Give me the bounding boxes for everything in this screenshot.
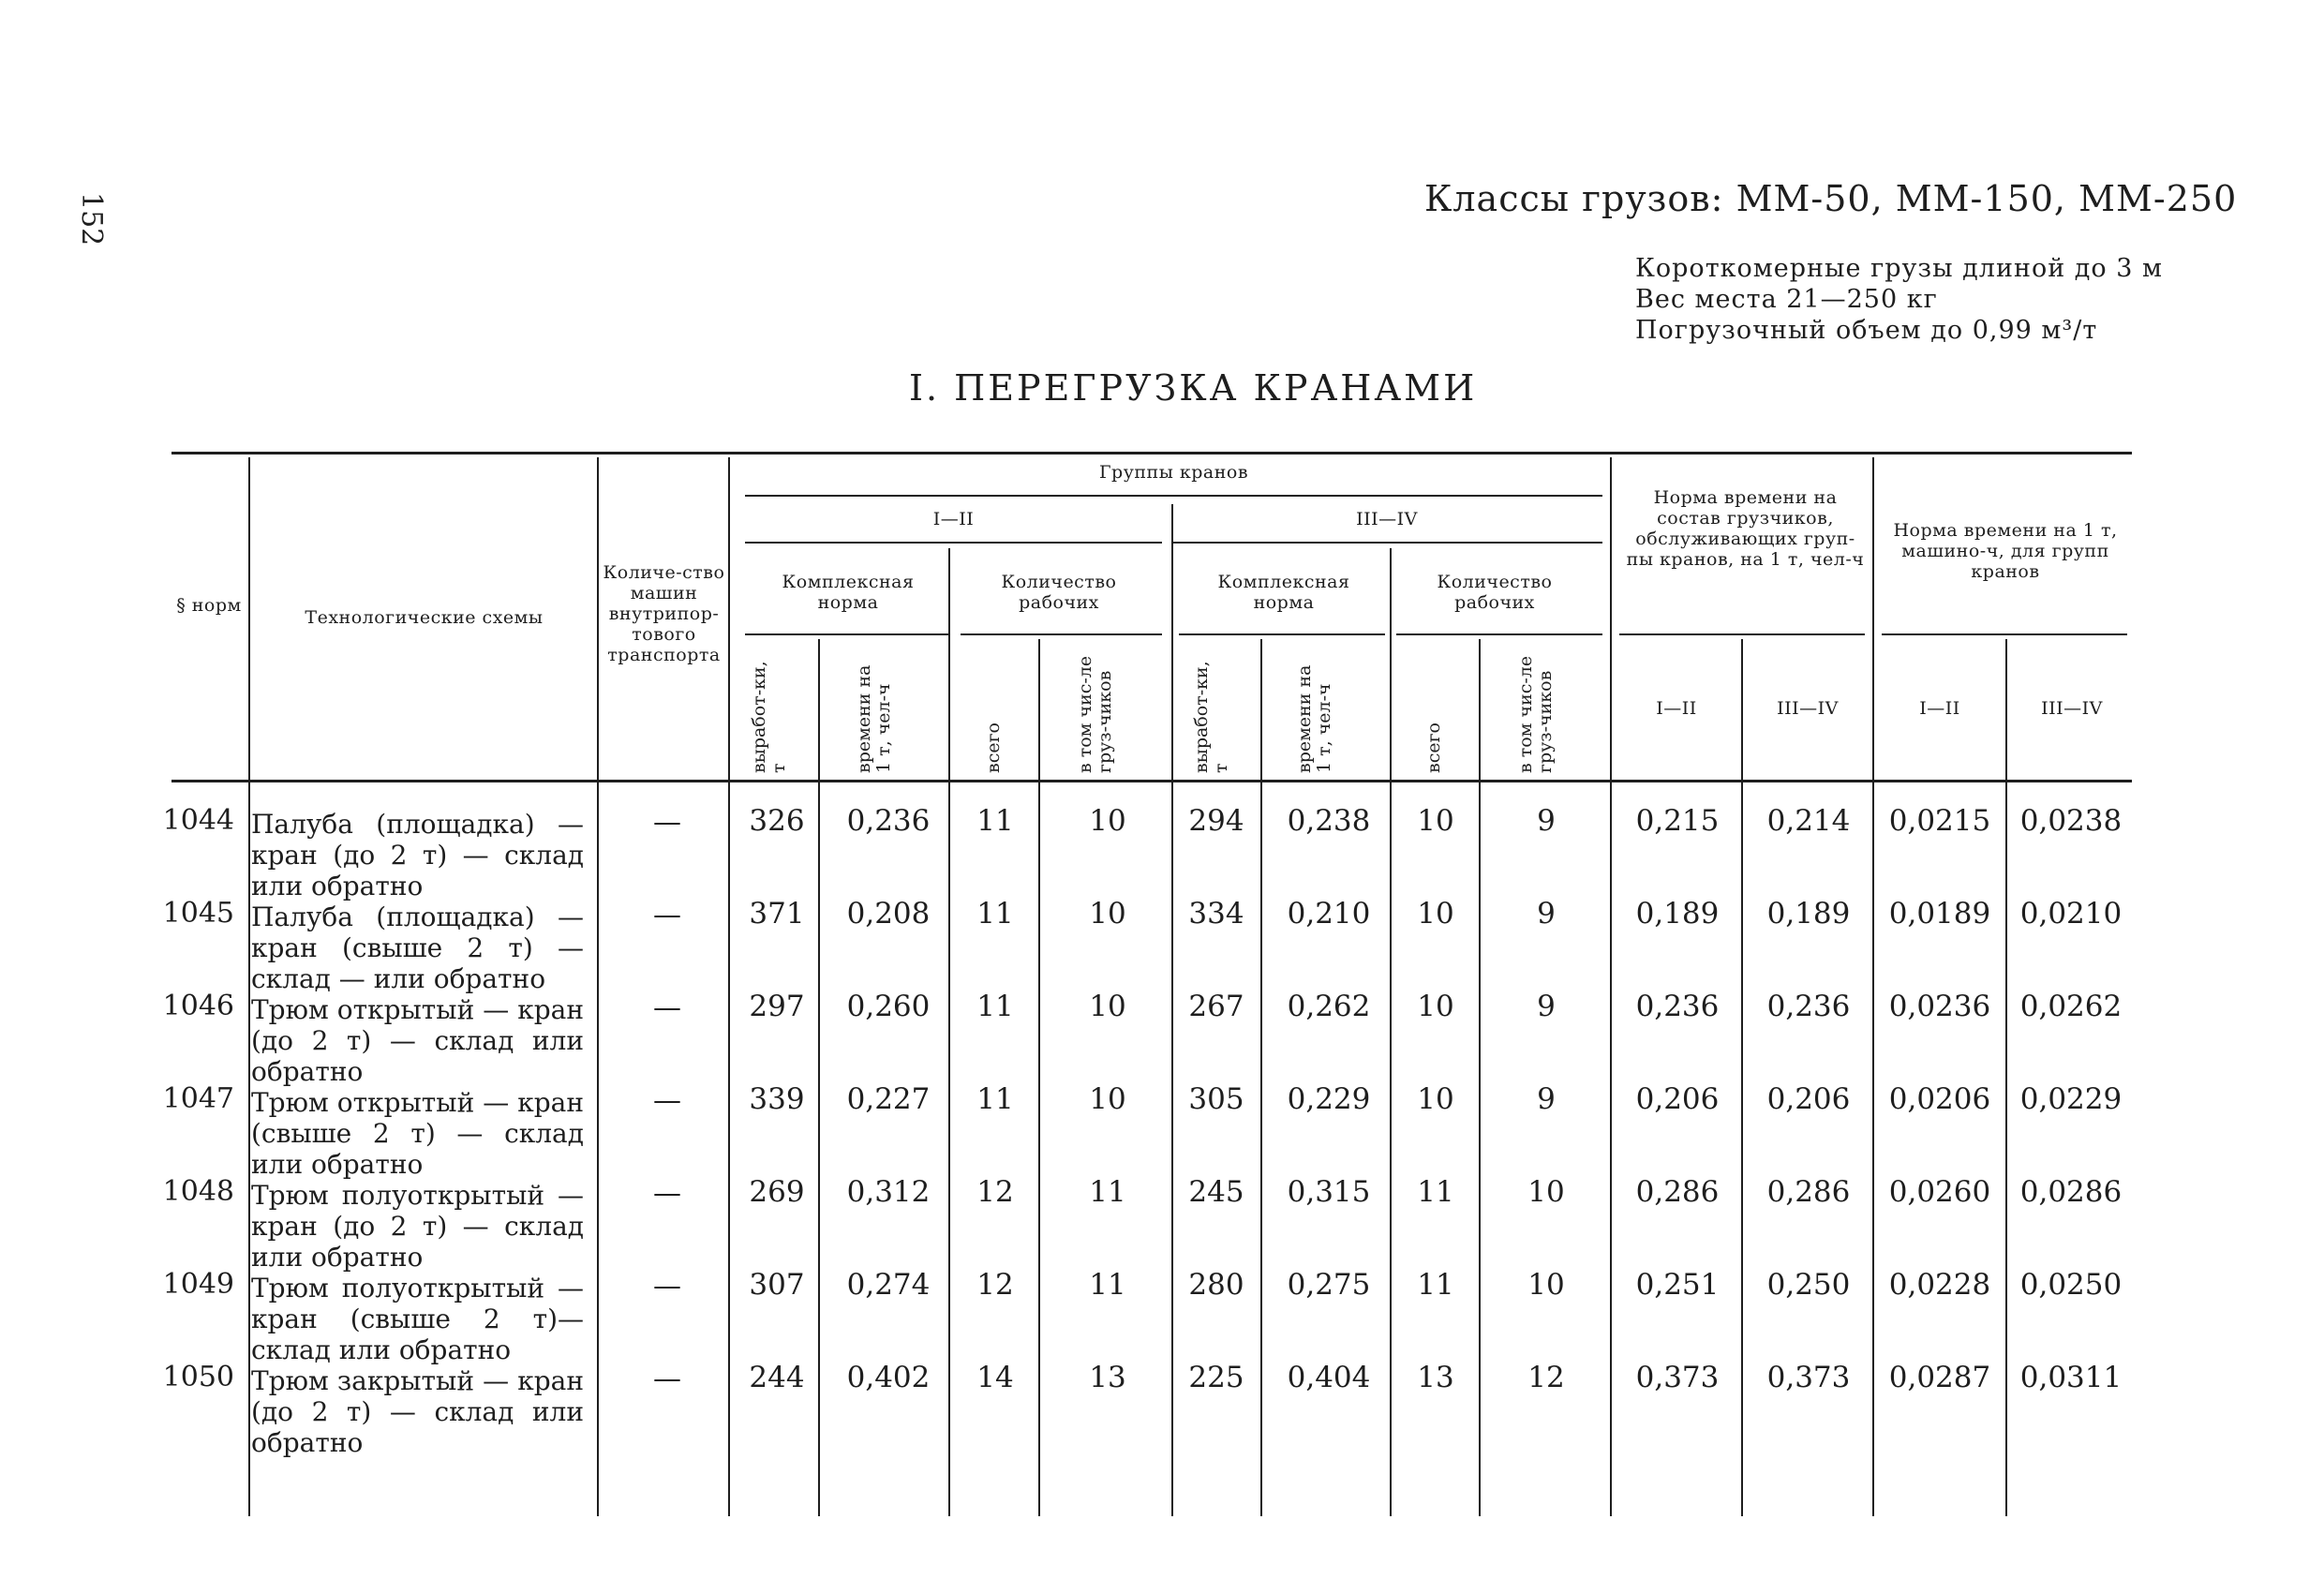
- col-rule-13: [1872, 457, 1874, 1516]
- value-cell: 0,236: [846, 804, 931, 838]
- value-cell: 9: [1537, 804, 1556, 838]
- header-machines: Количе-ство машин внутрипор-тового транспорта: [603, 562, 725, 665]
- value-cell: 0,262: [1287, 990, 1371, 1023]
- header-total-1: всего: [983, 723, 1004, 773]
- value-cell: 371: [749, 897, 805, 931]
- header-workers-2: Количество рабочих: [1437, 572, 1553, 613]
- col-rule-2: [597, 457, 599, 1516]
- cargo-weight: Вес места 21—250 кг: [1635, 285, 1938, 314]
- col-rule-6: [1038, 639, 1040, 1516]
- value-cell: 0,0287: [1888, 1361, 1991, 1394]
- col-rule-11: [1610, 457, 1612, 1516]
- machines-value: —: [653, 1363, 681, 1395]
- header-time-1: времени на 1 т, чел-ч: [854, 664, 894, 773]
- value-cell: 0,0210: [2019, 897, 2123, 931]
- header-bottom-rule: [171, 780, 2132, 782]
- value-cell: 10: [1417, 897, 1454, 931]
- value-cell: 0,0311: [2019, 1361, 2123, 1394]
- value-cell: 245: [1188, 1175, 1244, 1209]
- header-group-1: I—II: [932, 509, 975, 529]
- machines-value: —: [653, 899, 681, 931]
- scheme-text: Трюм открытый — кран (до 2 т) — склад или обратно: [251, 994, 584, 1087]
- value-cell: 12: [976, 1268, 1014, 1302]
- value-cell: 307: [749, 1268, 805, 1302]
- table-top-rule: [171, 452, 2132, 454]
- group-rule-1: [745, 542, 1162, 544]
- norm-number: 1048: [162, 1175, 234, 1208]
- machines-value: —: [653, 1084, 681, 1117]
- scheme-text: Трюм закрытый — кран (до 2 т) — склад или обратно: [251, 1365, 584, 1458]
- header-machine-sub-1: I—II: [1919, 698, 1960, 719]
- header-incl-loaders-2: в том чис-ле груз-чиков: [1515, 655, 1556, 773]
- value-cell: 9: [1537, 990, 1556, 1023]
- value-cell: 0,312: [846, 1175, 931, 1209]
- col-rule-14: [2005, 639, 2007, 1516]
- value-cell: 0,236: [1766, 990, 1851, 1023]
- cargo-length: Короткомерные грузы длиной до 3 м: [1635, 254, 2164, 283]
- norm-number: 1049: [162, 1268, 234, 1301]
- norm-number: 1047: [162, 1082, 234, 1115]
- header-loaders-norm: Норма времени на состав грузчиков, обслуживающих груп-пы кранов, на 1 т, чел-ч: [1626, 487, 1865, 570]
- value-cell: 14: [976, 1361, 1014, 1394]
- value-cell: 0,0260: [1888, 1175, 1991, 1209]
- value-cell: 10: [1089, 897, 1126, 931]
- value-cell: 0,210: [1287, 897, 1371, 931]
- header-complex-norm-1: Комплексная норма: [782, 572, 915, 613]
- scheme-text: Трюм полуоткрытый — кран (до 2 т) — склад или обратно: [251, 1180, 584, 1273]
- value-cell: 10: [1089, 1082, 1126, 1116]
- value-cell: 0,215: [1635, 804, 1720, 838]
- value-cell: 225: [1188, 1361, 1244, 1394]
- value-cell: 0,0229: [2019, 1082, 2123, 1116]
- value-cell: 269: [749, 1175, 805, 1209]
- value-cell: 10: [1417, 1082, 1454, 1116]
- value-cell: 0,189: [1766, 897, 1851, 931]
- value-cell: 11: [976, 897, 1014, 931]
- value-cell: 0,214: [1766, 804, 1851, 838]
- section-title: I. ПЕРЕГРУЗКА КРАНАМИ: [909, 367, 1478, 409]
- header-incl-loaders-1: в том чис-ле груз-чиков: [1075, 655, 1115, 773]
- header-schemes: Технологические схемы: [305, 607, 544, 628]
- value-cell: 12: [1527, 1361, 1565, 1394]
- header-norm-no: § норм: [176, 595, 242, 616]
- col-rule-12: [1741, 639, 1743, 1516]
- value-cell: 0,0189: [1888, 897, 1991, 931]
- norm-number: 1046: [162, 990, 234, 1022]
- value-cell: 11: [976, 804, 1014, 838]
- value-cell: 0,238: [1287, 804, 1371, 838]
- value-cell: 0,0238: [2019, 804, 2123, 838]
- value-cell: 280: [1188, 1268, 1244, 1302]
- col-rule-7: [1171, 504, 1173, 1516]
- value-cell: 0,0236: [1888, 990, 1991, 1023]
- scheme-text: Трюм открытый — кран (свыше 2 т) — склад или обратно: [251, 1087, 584, 1180]
- cargo-volume: Погрузочный объем до 0,99 м³/т: [1635, 316, 2098, 345]
- value-cell: 0,0286: [2019, 1175, 2123, 1209]
- value-cell: 12: [976, 1175, 1014, 1209]
- value-cell: 0,286: [1766, 1175, 1851, 1209]
- header-machine-sub-2: III—IV: [2041, 698, 2103, 719]
- value-cell: 0,206: [1635, 1082, 1720, 1116]
- value-cell: 0,236: [1635, 990, 1720, 1023]
- value-cell: 11: [976, 1082, 1014, 1116]
- value-cell: 0,275: [1287, 1268, 1371, 1302]
- header-loaders-sub-1: I—II: [1656, 698, 1697, 719]
- value-cell: 11: [976, 990, 1014, 1023]
- value-cell: 11: [1089, 1268, 1126, 1302]
- col-rule-3: [728, 457, 730, 1516]
- subhead-rule-1: [745, 633, 949, 635]
- value-cell: 267: [1188, 990, 1244, 1023]
- value-cell: 326: [749, 804, 805, 838]
- value-cell: 294: [1188, 804, 1244, 838]
- value-cell: 305: [1188, 1082, 1244, 1116]
- col-rule-8: [1260, 639, 1262, 1516]
- value-cell: 0,315: [1287, 1175, 1371, 1209]
- page-number: 152: [75, 192, 108, 246]
- scheme-text: Палуба (площадка) — кран (свыше 2 т) — склад — или обратно: [251, 901, 584, 994]
- header-machine-norm: Норма времени на 1 т, машино-ч, для групп кранов: [1893, 520, 2118, 582]
- header-group-2: III—IV: [1356, 509, 1418, 529]
- value-cell: 0,208: [846, 897, 931, 931]
- value-cell: 0,0228: [1888, 1268, 1991, 1302]
- value-cell: 0,0206: [1888, 1082, 1991, 1116]
- value-cell: 0,251: [1635, 1268, 1720, 1302]
- machines-value: —: [653, 1177, 681, 1210]
- value-cell: 0,373: [1635, 1361, 1720, 1394]
- header-crane-groups: Группы кранов: [1098, 462, 1249, 483]
- col-rule-1: [248, 457, 250, 1516]
- header-output-2: выработ-ки, т: [1191, 661, 1231, 773]
- group-rule-2: [1171, 542, 1602, 544]
- value-cell: 10: [1417, 804, 1454, 838]
- value-cell: 9: [1537, 1082, 1556, 1116]
- value-cell: 0,404: [1287, 1361, 1371, 1394]
- value-cell: 0,402: [846, 1361, 931, 1394]
- value-cell: 9: [1537, 897, 1556, 931]
- subhead-rule-5: [1619, 633, 1865, 635]
- norm-number: 1050: [162, 1361, 234, 1393]
- subhead-rule-4: [1396, 633, 1602, 635]
- value-cell: 11: [1417, 1175, 1454, 1209]
- header-total-2: всего: [1423, 723, 1444, 773]
- machines-value: —: [653, 806, 681, 839]
- cargo-description: [1635, 253, 2163, 346]
- value-cell: 13: [1417, 1361, 1454, 1394]
- value-cell: 0,0215: [1888, 804, 1991, 838]
- value-cell: 297: [749, 990, 805, 1023]
- col-rule-10: [1479, 639, 1481, 1516]
- subhead-rule-3: [1179, 633, 1385, 635]
- value-cell: 10: [1527, 1268, 1565, 1302]
- norm-number: 1044: [162, 804, 234, 837]
- value-cell: 0,227: [846, 1082, 931, 1116]
- value-cell: 339: [749, 1082, 805, 1116]
- value-cell: 0,250: [1766, 1268, 1851, 1302]
- value-cell: 10: [1527, 1175, 1565, 1209]
- subhead-rule-2: [961, 633, 1162, 635]
- value-cell: 334: [1188, 897, 1244, 931]
- value-cell: 0,373: [1766, 1361, 1851, 1394]
- scheme-text: Палуба (площадка) — кран (до 2 т) — склад или обратно: [251, 809, 584, 901]
- scheme-text: Трюм полуоткрытый — кран (свыше 2 т)—склад или обратно: [251, 1273, 584, 1365]
- classes-title: Классы грузов: ММ-50, ММ-150, ММ-250: [1424, 178, 2238, 219]
- norm-number: 1045: [162, 897, 234, 930]
- value-cell: 0,286: [1635, 1175, 1720, 1209]
- value-cell: 11: [1089, 1175, 1126, 1209]
- value-cell: 0,206: [1766, 1082, 1851, 1116]
- value-cell: 11: [1417, 1268, 1454, 1302]
- header-workers-1: Количество рабочих: [1001, 572, 1117, 613]
- value-cell: 0,229: [1287, 1082, 1371, 1116]
- value-cell: 244: [749, 1361, 805, 1394]
- machines-value: —: [653, 991, 681, 1024]
- machines-value: —: [653, 1270, 681, 1303]
- value-cell: 0,274: [846, 1268, 931, 1302]
- value-cell: 10: [1089, 804, 1126, 838]
- value-cell: 0,0262: [2019, 990, 2123, 1023]
- header-complex-norm-2: Комплексная норма: [1217, 572, 1350, 613]
- value-cell: 13: [1089, 1361, 1126, 1394]
- crane-groups-rule: [745, 495, 1602, 497]
- header-time-2: времени на 1 т, чел-ч: [1294, 664, 1334, 773]
- subhead-rule-6: [1882, 633, 2127, 635]
- header-loaders-sub-2: III—IV: [1777, 698, 1839, 719]
- col-rule-9: [1390, 548, 1392, 1516]
- header-output-1: выработ-ки, т: [749, 661, 789, 773]
- value-cell: 10: [1417, 990, 1454, 1023]
- value-cell: 0,0250: [2019, 1268, 2123, 1302]
- value-cell: 0,260: [846, 990, 931, 1023]
- value-cell: 10: [1089, 990, 1126, 1023]
- value-cell: 0,189: [1635, 897, 1720, 931]
